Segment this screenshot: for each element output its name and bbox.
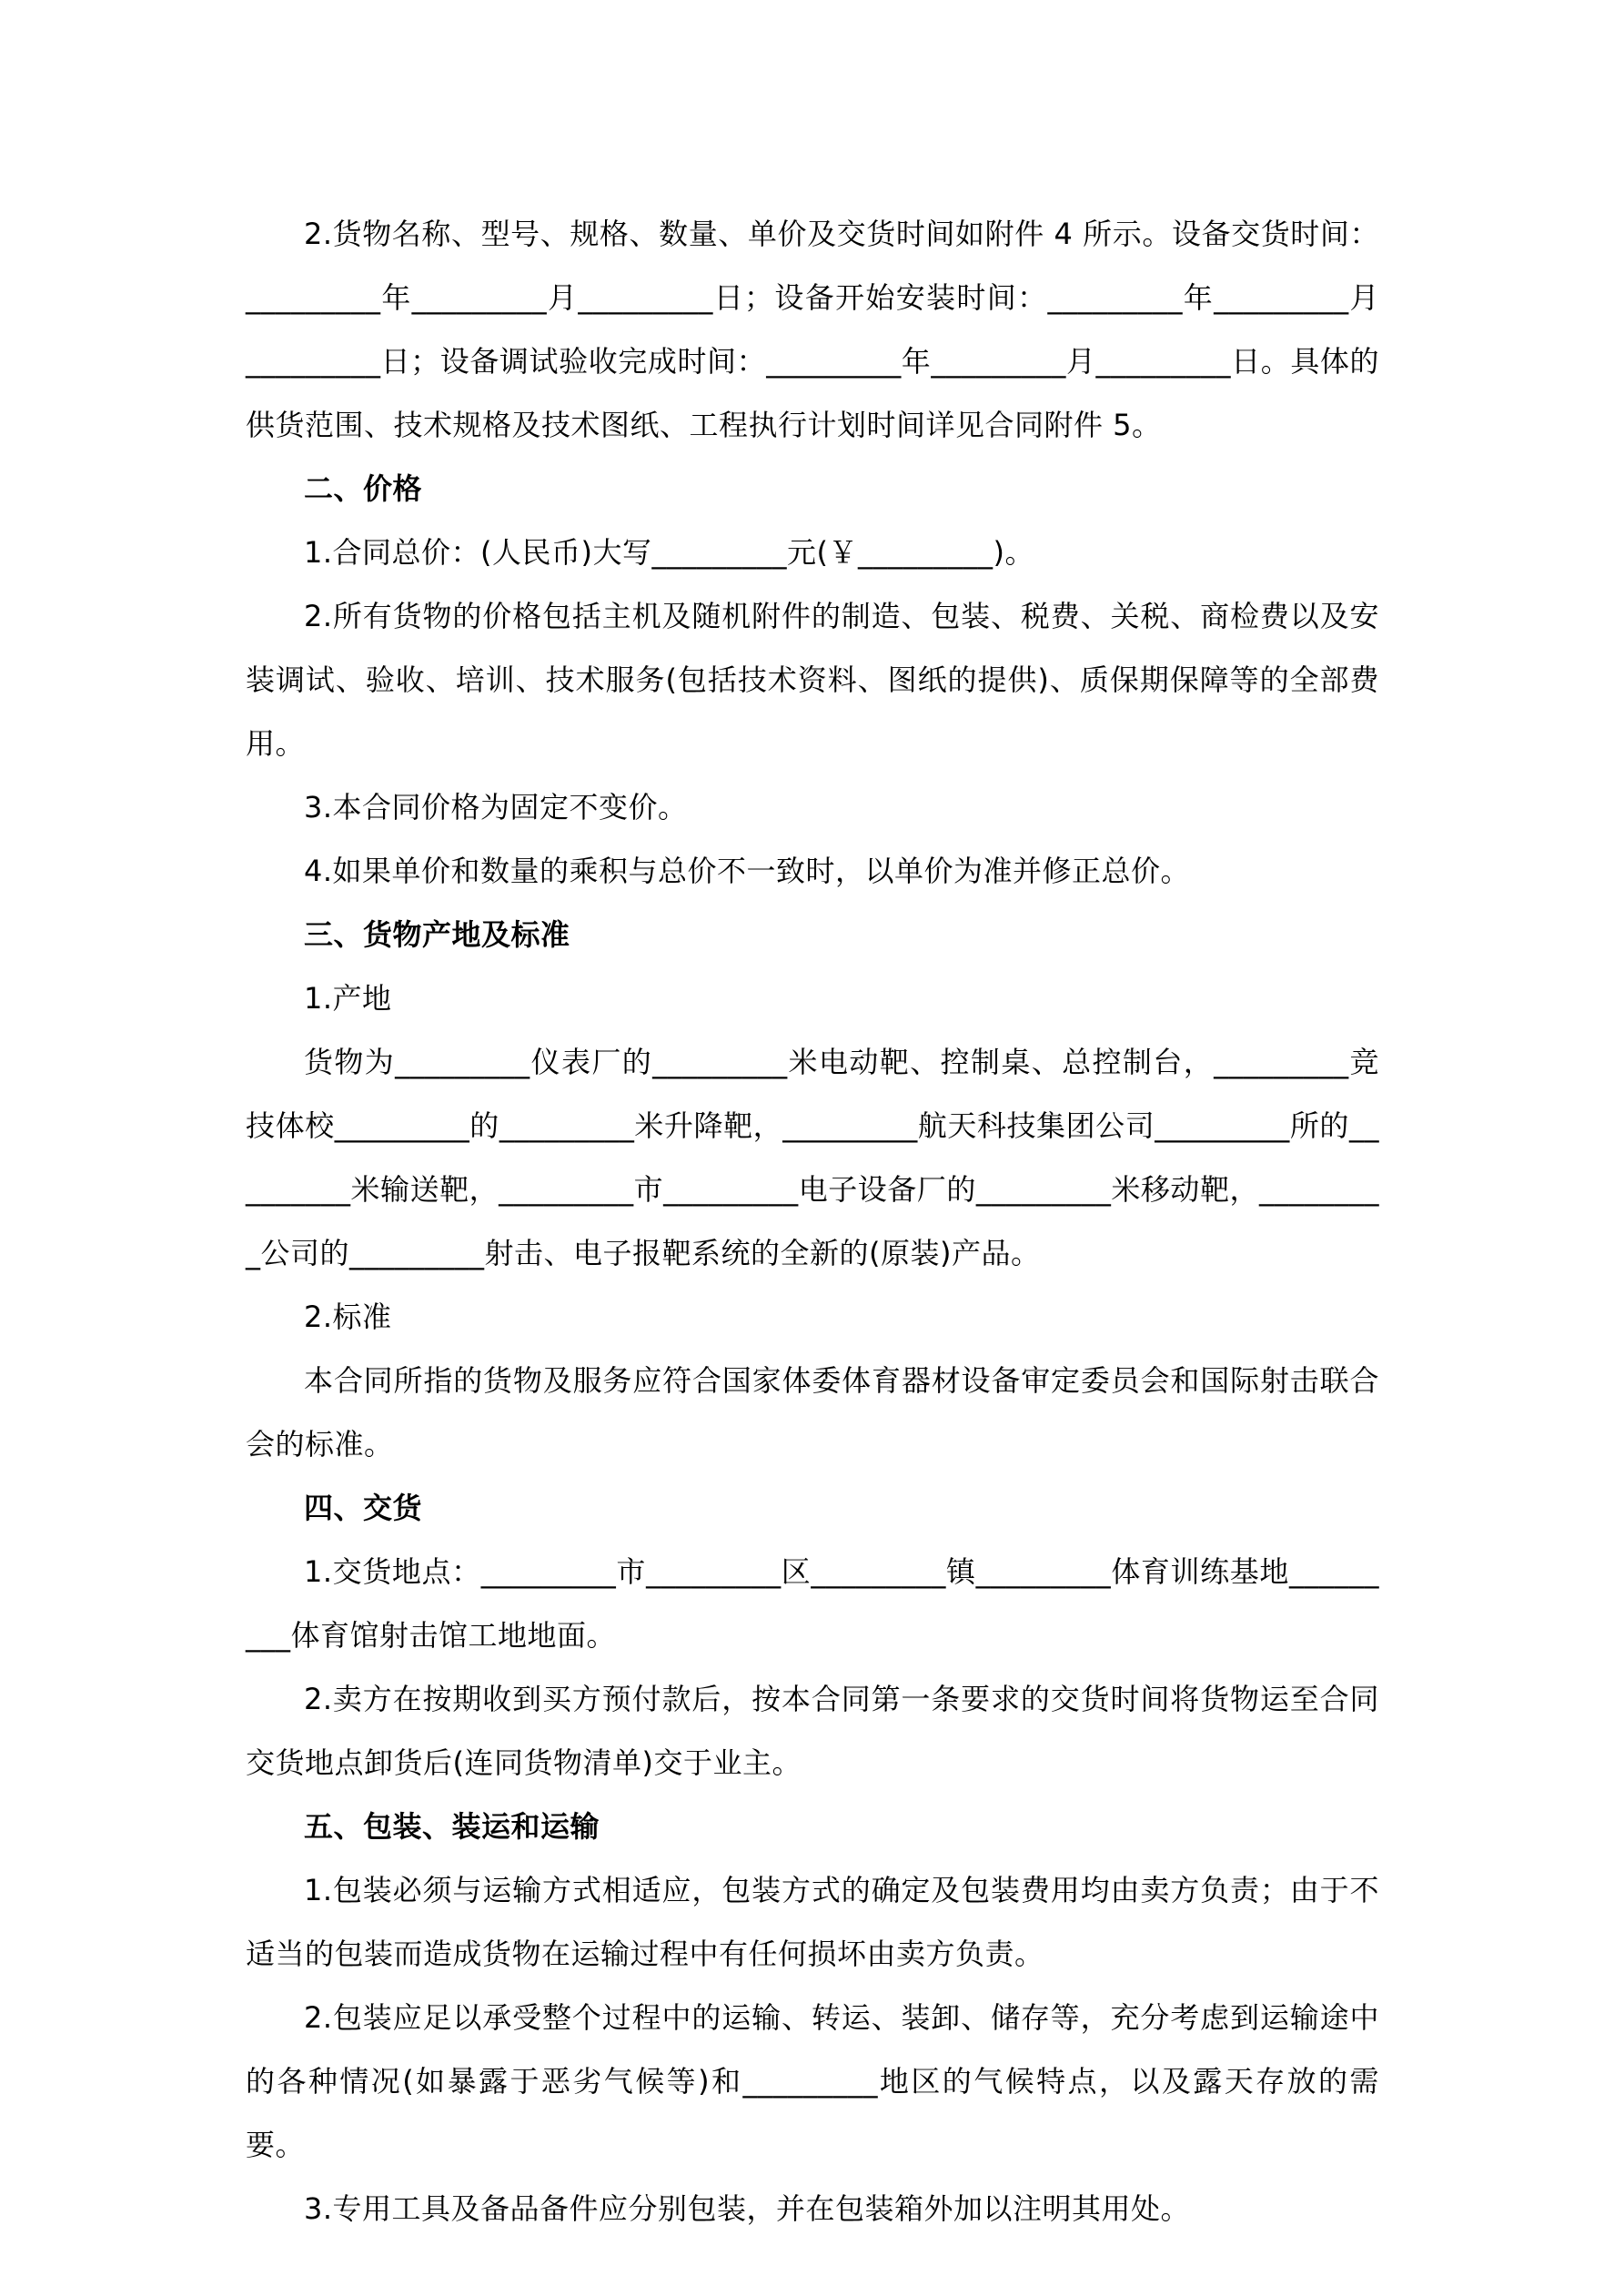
contract-paragraph: 1.交货地点：_________市_________区_________镇_________体育训练基地_________体育馆射击馆工地地面。 [246,1554,1379,1653]
section-heading: 三、货物产地及标准 [304,917,570,952]
contract-paragraph: 3.本合同价格为固定不变价。 [304,790,688,824]
contract-paragraph: 1.产地 [304,981,392,1016]
contract-paragraph: 2.所有货物的价格包括主机及随机附件的制造、包装、税费、关税、商检费以及安装调试、验收、培训、技术服务(包括技术资料、图纸的提供)、质保期保障等的全部费用。 [246,599,1379,761]
section-heading: 四、交货 [304,1491,423,1525]
contract-paragraph: 2.卖方在按期收到买方预付款后，按本合同第一条要求的交货时间将货物运至合同交货地点卸货后(连同货物清单)交于业主。 [246,1682,1379,1780]
contract-paragraph: 2.包装应足以承受整个过程中的运输、转运、装卸、储存等，充分考虑到运输途中的各种情况(如暴露于恶劣气候等)和_________地区的气候特点，以及露天存放的需要。 [246,2000,1379,2162]
contract-paragraph: 本合同所指的货物及服务应符合国家体委体育器材设备审定委员会和国际射击联合会的标准。 [246,1363,1379,1462]
contract-paragraph: 2.货物名称、型号、规格、数量、单价及交货时间如附件 4 所示。设备交货时间：_________年_________月_________日；设备开始安装时间：_________年_________月_________日；设备调试验收完成时间：_________年_________月_________日。具体的供货范围、技术规格及技术图纸、工程执行计划时间详见合同附件 5。 [246,217,1379,442]
contract-paragraph: 4.如果单价和数量的乘积与总价不一致时，以单价为准并修正总价。 [304,854,1191,888]
section-heading: 二、价格 [304,471,423,506]
contract-paragraph: 3.专用工具及备品备件应分别包装，并在包装箱外加以注明其用处。 [304,2191,1191,2226]
section-heading: 五、包装、装运和运输 [304,1809,600,1844]
contract-paragraph: 1.合同总价：(人民币)大写_________元(￥_________)。 [304,535,1034,570]
contract-paragraph: 2.标准 [304,1300,392,1334]
contract-paragraph: 1.包装必须与运输方式相适应，包装方式的确定及包装费用均由卖方负责；由于不适当的包装而造成货物在运输过程中有任何损坏由卖方负责。 [246,1873,1379,1971]
contract-body [246,202,1379,2240]
contract-paragraph: 货物为_________仪表厂的_________米电动靶、控制桌、总控制台，_________竞技体校_________的_________米升降靶，_________航天科技集团公司_________所的_________米输送靶，_________市_________电子设备厂的_________米移动靶，_________公司的_________射击、电子报靶系统的全新的(原装)产品。 [246,1045,1379,1270]
